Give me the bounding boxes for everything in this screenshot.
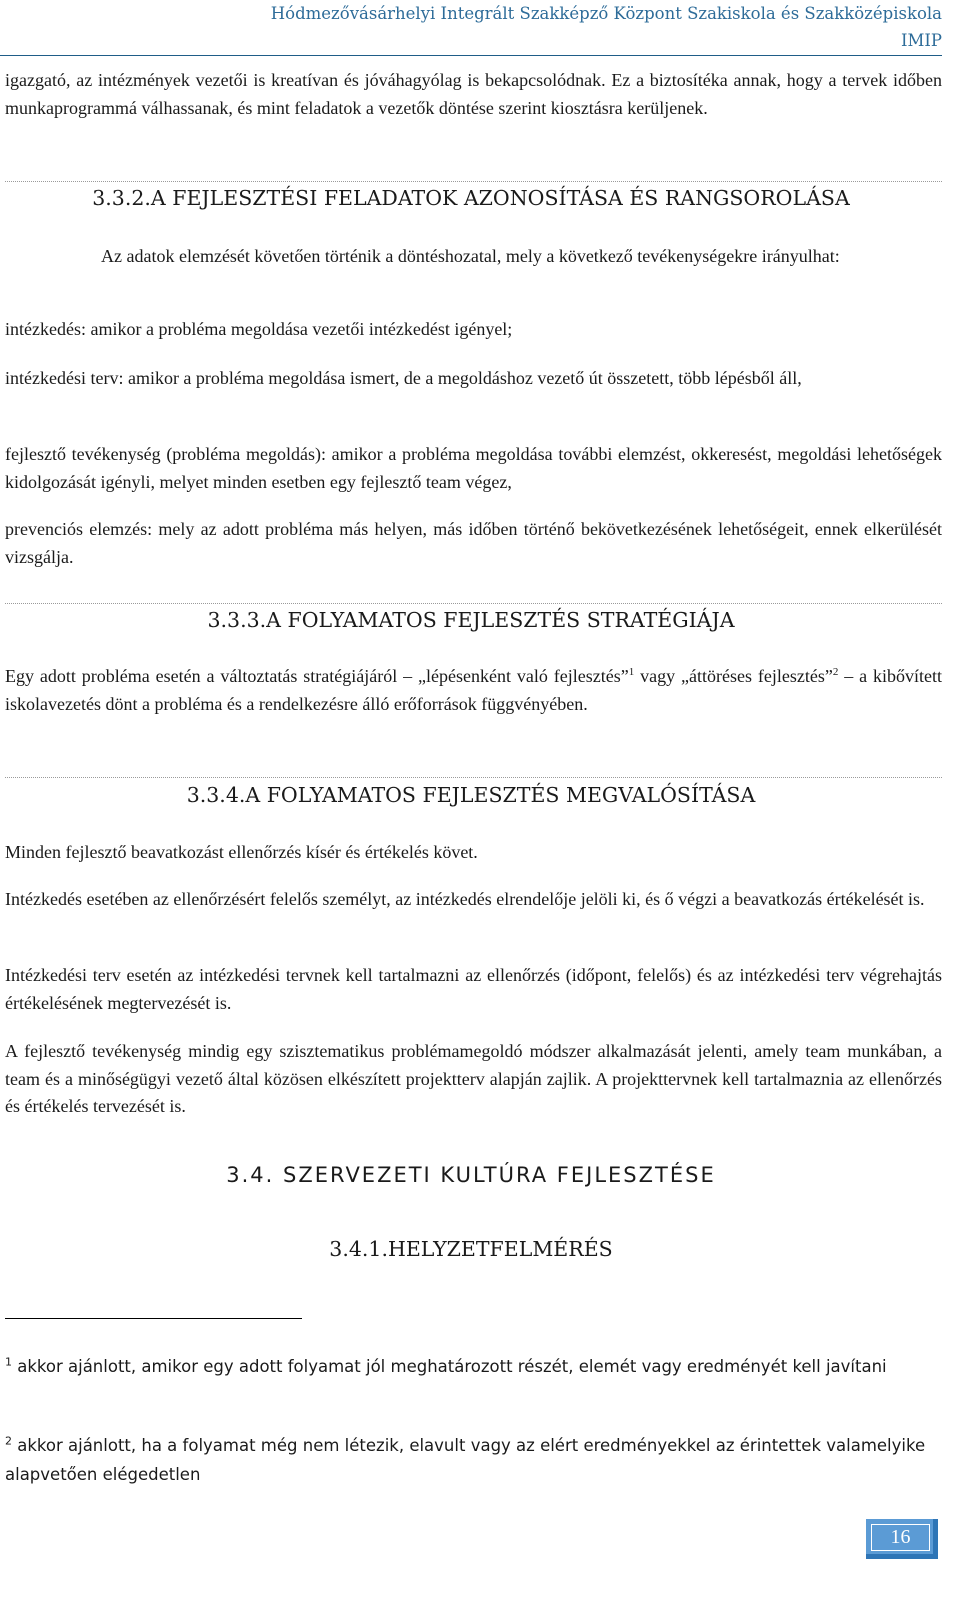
- section-334-paragraph: A fejlesztő tevékenység mindig egy szisztematikus problémamegoldó módszer alkalmazását jelenti, amely team munkában, a team és a minőségügyi vezető által közösen elkészített projektterv alapján zajlik. A projekttervnek kell tartalmaznia az ellenőrzés és értékelés tervezését is.: [5, 1041, 942, 1116]
- header-rule: [0, 55, 942, 56]
- section-divider: [5, 777, 942, 778]
- header-acronym: IMIP: [900, 31, 942, 50]
- footnote-mark: 2: [5, 1434, 12, 1448]
- footnote-2: $^2$ akkor ajánlott, ha a folyamat még nem létezik, elavult vagy az elért eredményekkel az érintettek valamelyike alapvetően elégedetlen: [5, 1434, 926, 1484]
- intro-paragraph: igazgató, az intézmények vezetői is kreatívan és jóváhagyólag is bekapcsolódnak. Ez a biztosítéka annak, hogy a tervek időben munkaprogrammá válhassanak, és mint feladatok a vezetők döntése szerint kiosztásra kerüljenek.: [5, 70, 942, 118]
- section-334-paragraph: Minden fejlesztő beavatkozást ellenőrzés kísér és értékelés követ.: [5, 842, 478, 862]
- list-item: intézkedés: amikor a probléma megoldása vezetői intézkedést igényel;: [5, 319, 513, 339]
- list-item: intézkedési terv: amikor a probléma megoldása ismert, de a megoldáshoz vezető út összetett, több lépésből áll,: [5, 368, 802, 388]
- header-institution: Hódmezővásárhelyi Integrált Szakképző Központ Szakiskola és Szakközépiskola: [270, 4, 942, 23]
- section-332-lead: Az adatok elemzését követően történik a döntéshozatal, mely a következő tevékenységekre irányulhat:: [101, 246, 840, 266]
- heading-3-4-1: 3.4.1.HELYZETFELMÉRÉS: [329, 1237, 613, 1261]
- section-334-paragraph: Intézkedés esetében az ellenőrzésért felelős személyt, az intézkedés elrendelője jelöli ki, és ő végzi a beavatkozás értékelését is.: [5, 889, 925, 909]
- heading-3-4: 3.4. SZERVEZETI KULTÚRA FEJLESZTÉSE: [226, 1163, 716, 1187]
- section-334-paragraph: Intézkedési terv esetén az intézkedési tervnek kell tartalmazni az ellenőrzés (időpont, felelős) és az intézkedési terv végrehajtás értékelésének megtervezését is.: [5, 965, 942, 1013]
- footnote-1: $^1$ akkor ajánlott, amikor egy adott folyamat jól meghatározott részét, elemét vagy eredményét kell javítani: [5, 1355, 887, 1376]
- heading-3-3-3: 3.3.3.A FOLYAMATOS FEJLESZTÉS STRATÉGIÁJA: [207, 608, 735, 632]
- footnote-mark: 1: [5, 1355, 12, 1369]
- footnote-separator: [5, 1318, 302, 1319]
- heading-3-3-4: 3.3.4.A FOLYAMATOS FEJLESZTÉS MEGVALÓSÍTÁSA: [186, 783, 756, 807]
- list-item: fejlesztő tevékenység (probléma megoldás): amikor a probléma megoldása további elemzést, okkeresést, megoldási lehetőségek kidolgozását igényli, melyet minden esetben egy fejlesztő team végez,: [5, 444, 942, 492]
- page-number: 16: [871, 1524, 930, 1551]
- running-header: [0, 0, 942, 54]
- footnote-ref-1[interactable]: 1: [628, 666, 635, 678]
- heading-3-3-2: 3.3.2.A FEJLESZTÉSI FELADATOK AZONOSÍTÁSA ÉS RANGSOROLÁSA: [92, 186, 850, 210]
- page-number-box: [866, 1519, 938, 1559]
- section-333-paragraph: Egy adott probléma esetén a változtatás stratégiájáról – „lépésenként való fejlesztés”$^1$ vagy „áttöréses fejlesztés”$^2$ – a kibővített iskolavezetés dönt a probléma és a rendelkezésre álló erőforrások függvényében.: [5, 666, 943, 714]
- section-divider: [5, 181, 942, 182]
- section-divider: [5, 603, 942, 604]
- footnote-ref-2[interactable]: 2: [832, 666, 839, 678]
- list-item: prevenciós elemzés: mely az adott probléma más helyen, más időben történő bekövetkezésének lehetőségeit, ennek elkerülését vizsgálja.: [5, 519, 942, 567]
